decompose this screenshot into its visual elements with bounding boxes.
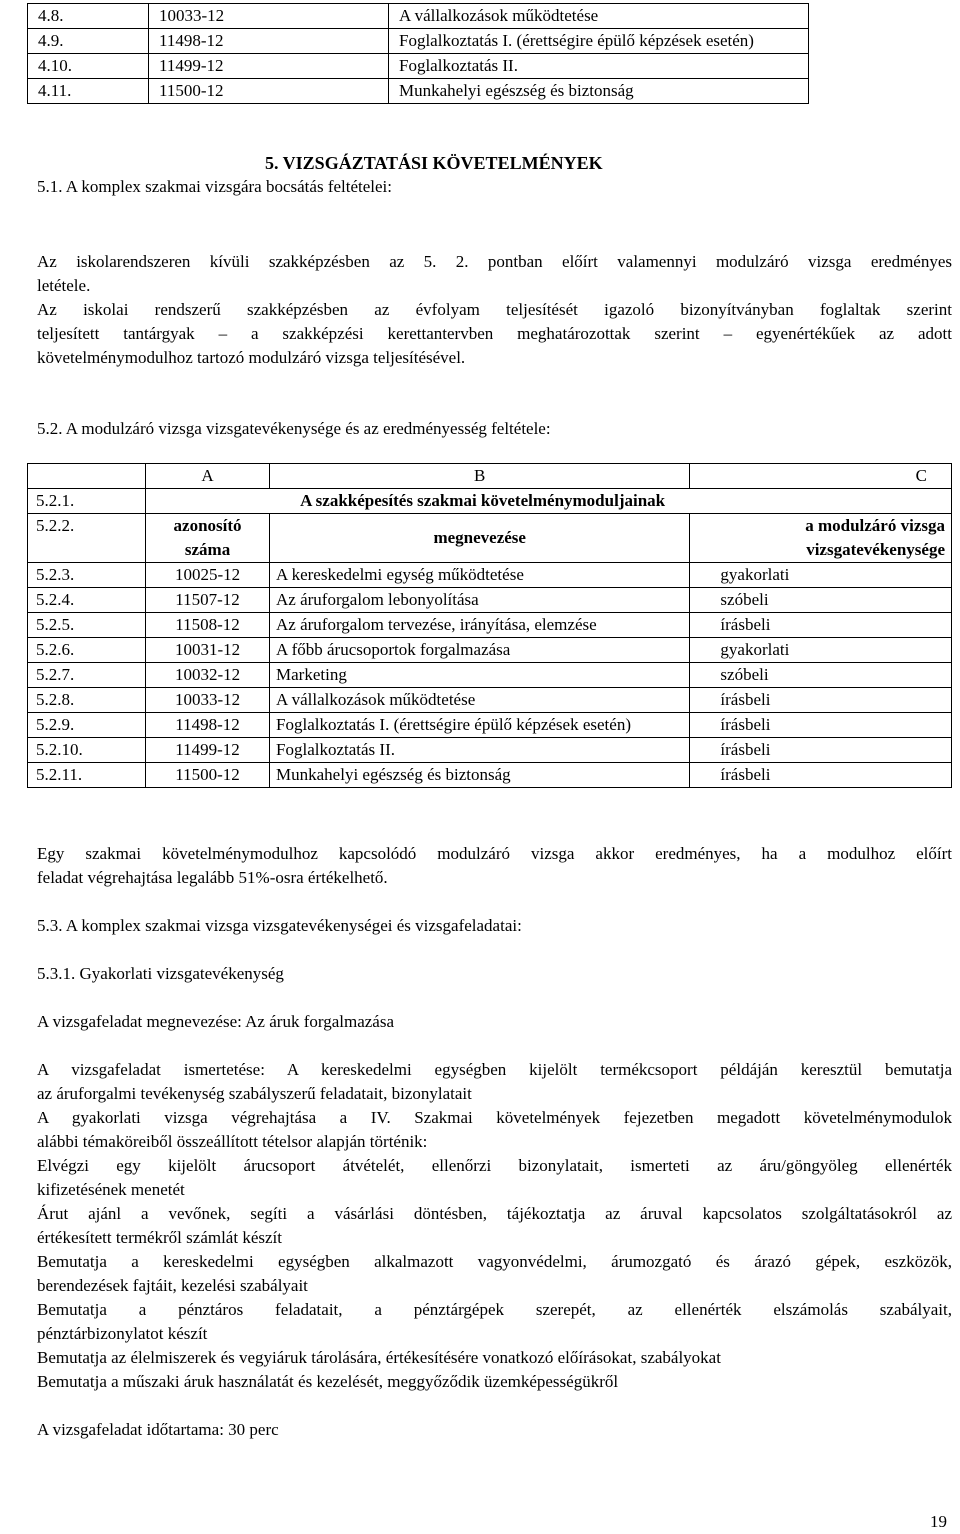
table-cell: 10033-12: [149, 4, 389, 29]
section-heading-5-3: 5.3. A komplex szakmai vizsga vizsgatevékenységei és vizsgafeladatai:: [37, 916, 522, 935]
module-name: Foglalkoztatás I. (érettségire épülő képzések esetén): [270, 713, 690, 738]
paragraph-line: Elvégzi egy kijelölt árucsoport átvételét, ellenőrzi bizonylatait, ismerteti az áru/göngyöleg ellenérték: [37, 1156, 952, 1175]
exam-activity: írásbeli: [690, 763, 952, 788]
section-heading-5-2: 5.2. A modulzáró vizsga vizsgatevékenysége és az eredményesség feltétele:: [37, 419, 551, 438]
paragraph-line: az áruforgalmi tevékenység szabályszerű feladatait, bizonylatait: [37, 1084, 472, 1103]
row-number: 5.2.11.: [28, 763, 146, 788]
module-id: 10033-12: [146, 688, 270, 713]
top-module-table: [27, 3, 809, 104]
row-number: 5.2.7.: [28, 663, 146, 688]
module-id: 10032-12: [146, 663, 270, 688]
module-id: 11508-12: [146, 613, 270, 638]
row-number: 5.2.2.: [28, 514, 146, 563]
module-id: 10031-12: [146, 638, 270, 663]
table-row: [28, 763, 952, 788]
paragraph-line: letétele.: [37, 276, 91, 295]
table-cell: 11499-12: [149, 54, 389, 79]
paragraph-line: Bemutatja az élelmiszerek és vegyiáruk tárolására, értékesítésére vonatkozó előírásokat, szabályokat: [37, 1348, 721, 1367]
paragraph-line: A gyakorlati vizsga végrehajtása a IV. Szakmai követelmények fejezetben megadott követelménymodulok: [37, 1108, 952, 1127]
column-letter: B: [270, 464, 690, 489]
module-name: Az áruforgalom lebonyolítása: [270, 588, 690, 613]
module-id: 11500-12: [146, 763, 270, 788]
table-header-row: [28, 514, 952, 563]
task-name: A vizsgafeladat megnevezése: Az áruk forgalmazása: [37, 1012, 394, 1031]
module-id: 11498-12: [146, 713, 270, 738]
column-header-id: [146, 514, 270, 563]
column-header-activity: [690, 514, 952, 563]
paragraph-line: berendezések fajtáit, kezelési szabályait: [37, 1276, 308, 1295]
module-name: Az áruforgalom tervezése, irányítása, elemzése: [270, 613, 690, 638]
row-number: 5.2.4.: [28, 588, 146, 613]
section-heading-5-1: 5.1. A komplex szakmai vizsgára bocsátás feltételei:: [37, 177, 392, 196]
module-name: Marketing: [270, 663, 690, 688]
table-row: [28, 688, 952, 713]
module-id: 11499-12: [146, 738, 270, 763]
header-text: vizsgatevékenysége: [806, 540, 945, 559]
column-letter: A: [146, 464, 270, 489]
row-number: 5.2.5.: [28, 613, 146, 638]
row-number: 5.2.10.: [28, 738, 146, 763]
module-name: A kereskedelmi egység működtetése: [270, 563, 690, 588]
task-duration: A vizsgafeladat időtartama: 30 perc: [37, 1420, 279, 1439]
table-cell: A vállalkozások működtetése: [389, 4, 809, 29]
exam-activity: gyakorlati: [690, 563, 952, 588]
header-text: száma: [184, 540, 231, 559]
table-cell: 4.8.: [28, 4, 149, 29]
module-name: A főbb árucsoportok forgalmazása: [270, 638, 690, 663]
module-id: 11507-12: [146, 588, 270, 613]
section-heading-5-3-1: 5.3.1. Gyakorlati vizsgatevékenység: [37, 964, 284, 983]
module-id: 10025-12: [146, 563, 270, 588]
page-number: 19: [930, 1512, 947, 1531]
paragraph-line: alábbi témaköreiből összeállított tételsor alapján történik:: [37, 1132, 428, 1151]
table-cell: 11500-12: [149, 79, 389, 104]
table-row: [28, 588, 952, 613]
paragraph-line: pénztárbizonylatot készít: [37, 1324, 208, 1343]
paragraph-line: követelménymodulhoz tartozó modulzáró vizsga teljesítésével.: [37, 348, 466, 367]
table-row: [28, 4, 809, 29]
table-cell: Munkahelyi egészség és biztonság: [389, 79, 809, 104]
table-row: [28, 563, 952, 588]
exam-activity: szóbeli: [690, 588, 952, 613]
column-header-name: megnevezése: [270, 514, 690, 563]
table-cell: Foglalkoztatás I. (érettségire épülő képzések esetén): [389, 29, 809, 54]
exam-activity: szóbeli: [690, 663, 952, 688]
exam-activity: írásbeli: [690, 713, 952, 738]
table-cell: 4.9.: [28, 29, 149, 54]
table-row: [28, 79, 809, 104]
row-number: 5.2.6.: [28, 638, 146, 663]
paragraph-line: Bemutatja a műszaki áruk használatát és kezelését, meggyőződik üzemképességükről: [37, 1372, 619, 1391]
table-section-title: A szakképesítés szakmai követelménymoduljainak: [146, 489, 952, 514]
exam-activity: írásbeli: [690, 738, 952, 763]
table-row: [28, 613, 952, 638]
row-number: 5.2.8.: [28, 688, 146, 713]
table-row: [28, 489, 952, 514]
table-cell: Foglalkoztatás II.: [389, 54, 809, 79]
table-cell: [28, 464, 146, 489]
table-row: [28, 738, 952, 763]
table-cell: 4.10.: [28, 54, 149, 79]
exam-activity: írásbeli: [690, 688, 952, 713]
table-cell: 4.11.: [28, 79, 149, 104]
paragraph-line: feladat végrehajtása legalább 51%-osra értékelhető.: [37, 868, 388, 887]
paragraph-line: Az iskolarendszeren kívüli szakképzésben az 5. 2. pontban előírt valamennyi modulzáró vizsga eredményes: [37, 252, 952, 271]
table-row: [28, 638, 952, 663]
module-name: Munkahelyi egészség és biztonság: [270, 763, 690, 788]
module-name: A vállalkozások működtetése: [270, 688, 690, 713]
paragraph-line: Egy szakmai követelménymodulhoz kapcsolódó modulzáró vizsga akkor eredményes, ha a modulhoz előírt: [37, 844, 952, 863]
paragraph-line: teljesített tantárgyak – a szakképzési kerettantervben meghatározottak szerint – egyenértékűek az adott: [37, 324, 952, 343]
table-header-letters: [28, 464, 952, 489]
paragraph-line: A vizsgafeladat ismertetése: A kereskedelmi egységben kijelölt termékcsoport példáján keresztül bemutatja: [37, 1060, 952, 1079]
module-name: Foglalkoztatás II.: [270, 738, 690, 763]
paragraph-line: Az iskolai rendszerű szakképzésben az évfolyam teljesítését igazoló bizonyítványban foglaltak szerint: [37, 300, 952, 319]
table-row: [28, 663, 952, 688]
table-row: [28, 29, 809, 54]
header-text: a modulzáró vizsga: [805, 516, 945, 535]
header-text: azonosító: [173, 516, 242, 535]
paragraph-line: Bemutatja a pénztáros feladatait, a pénztárgépek szerepét, az ellenérték elszámolás szabályait,: [37, 1300, 952, 1319]
exam-activity: gyakorlati: [690, 638, 952, 663]
paragraph-line: értékesített termékről számlát készít: [37, 1228, 282, 1247]
column-letter: C: [690, 464, 952, 489]
table-row: [28, 54, 809, 79]
paragraph-line: kifizetésének menetét: [37, 1180, 185, 1199]
table-row: [28, 713, 952, 738]
section-title: 5. VIZSGÁZTATÁSI KÖVETELMÉNYEK: [265, 153, 603, 173]
exam-activity: írásbeli: [690, 613, 952, 638]
row-number: 5.2.3.: [28, 563, 146, 588]
row-number: 5.2.9.: [28, 713, 146, 738]
paragraph-line: Árut ajánl a vevőnek, segíti a vásárlási döntésben, tájékoztatja az áruval kapcsolatos szolgáltatásokról az: [37, 1204, 952, 1223]
table-cell: 11498-12: [149, 29, 389, 54]
paragraph-line: Bemutatja a kereskedelmi egységben alkalmazott vagyonvédelmi, árumozgató és árazó gépek, eszközök,: [37, 1252, 952, 1271]
modul-exam-table: [27, 463, 952, 788]
row-number: 5.2.1.: [28, 489, 146, 514]
